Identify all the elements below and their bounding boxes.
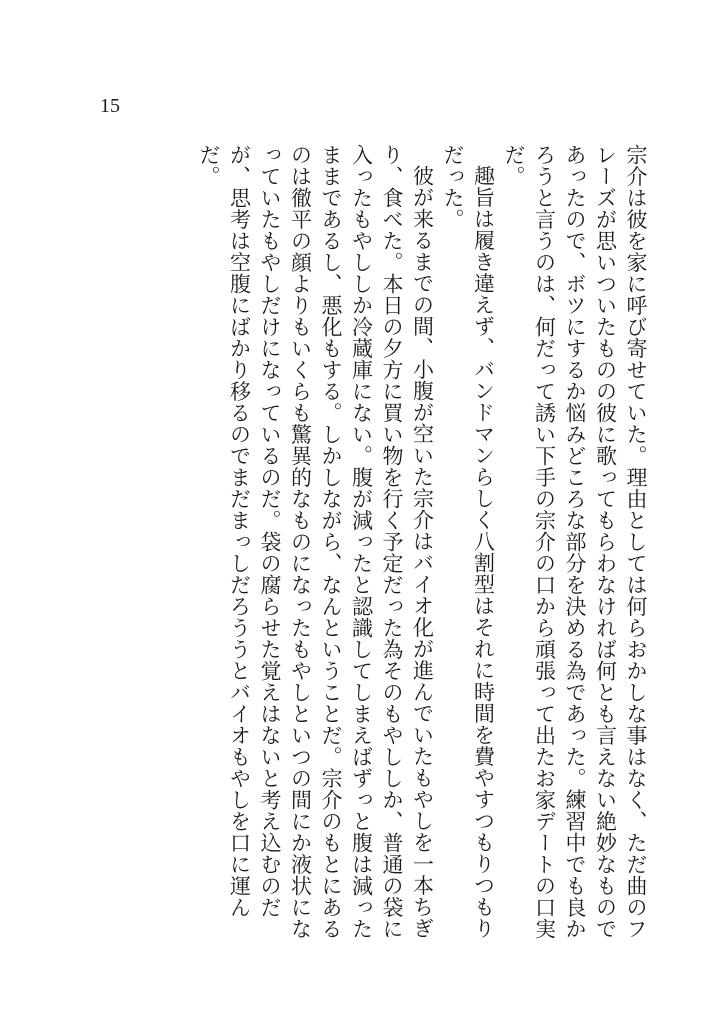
paragraph-3: 彼が来るまでの間、小腹が空いた宗介はバイオ化が進んでいたもやしを一本ちぎり、食べた。本日の夕方に買い物を行く予定だった為そのもやししか、普通の袋に入ったもやししか冷蔵庫にない。腹が減ったと認識してしまえばずっと腹は減ったままであるし、悪化もする。しかしながら、なんということだ。宗介のもとにあるのは徹平の顔よりもいくらも驚異的なものになったもやしといつの間にか液状になっていたもやしだけになっているのだ。袋の腐らせた覚えはないと考え込むのだが、思考は空腹にばかり移るのでまだまっしだろううとバイオもやしを口に運んだ。 [197, 144, 435, 940]
paragraph-1: 宗介は彼を家に呼び寄せていた。理由としては何らおかしな事はなく、ただ曲のフレーズが思いついたものの彼に歌ってもらわなければ何とも言えない絶妙なものであったので、ボツにするか悩みどころな部分を決める為であった。練習中でも良かろうと言うのは、何だって誘い下手の宗介の口から頑張って出たお家デートの口実だ。 [502, 144, 648, 940]
paragraph-2: 趣旨は履き違えず、バンドマンらしく八割型はそれに時間を費やすつもりつもりだった。 [441, 144, 496, 939]
body-text [194, 144, 652, 944]
page-number: 15 [100, 95, 120, 117]
